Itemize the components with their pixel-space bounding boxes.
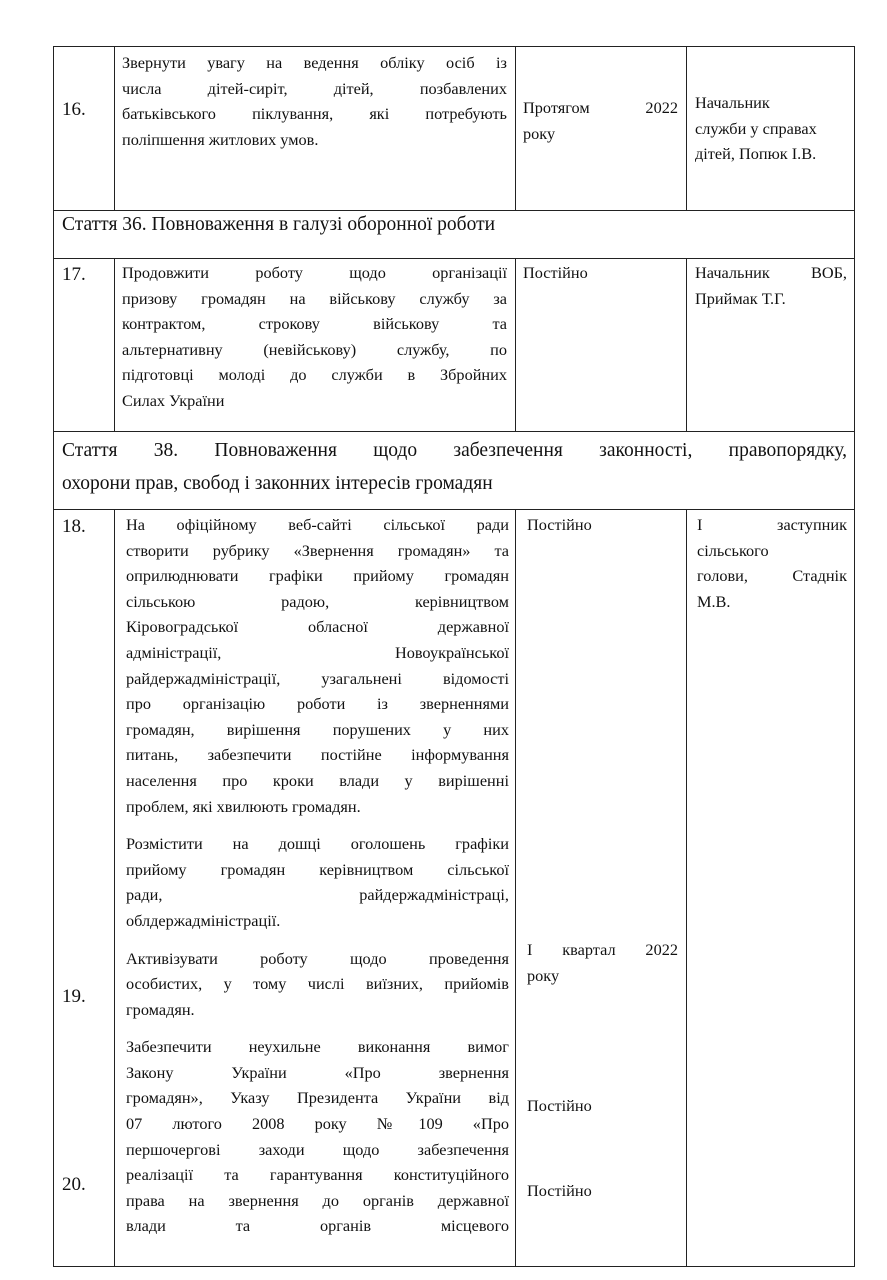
text-line: Постійно xyxy=(527,1096,592,1115)
text-line: питань, забезпечити постійне інформування xyxy=(126,745,509,765)
text-line: числа дітей-сиріт, дітей, позбавлених xyxy=(122,78,507,98)
term-text xyxy=(527,1093,678,1119)
table-border xyxy=(114,509,115,1267)
section-heading xyxy=(62,208,847,241)
table-border xyxy=(53,431,855,432)
text-line: На офіційному веб-сайті сільської ради xyxy=(126,515,509,534)
row-number: 20. xyxy=(62,1174,86,1195)
table-border xyxy=(53,258,855,259)
text-line: Начальник ВОБ, xyxy=(695,263,847,282)
task-paragraph xyxy=(126,831,509,933)
term-text xyxy=(523,95,678,146)
responsible-text xyxy=(697,512,847,614)
text-line: Постійно xyxy=(527,515,592,534)
text-line: служби у справах xyxy=(695,118,817,138)
task-text xyxy=(126,512,509,1251)
responsible-text xyxy=(695,260,847,311)
text-line: населення про кроки влади у вирішенні xyxy=(126,770,509,790)
table-border xyxy=(515,46,516,211)
text-line: року xyxy=(523,123,556,143)
text-line: сільською радою, керівництвом xyxy=(126,591,509,611)
text-line: особистих, у тому числі виїзних, прийомів xyxy=(126,974,509,994)
table-border xyxy=(114,258,115,432)
text-line: ради, райдержадміністраці, xyxy=(126,885,509,905)
table-border xyxy=(53,46,855,47)
text-line: Силах України xyxy=(122,390,225,410)
text-line: адміністрації, Новоукраїнської xyxy=(126,642,509,662)
table-border xyxy=(854,46,855,1267)
text-line: прийому громадян керівництвом сільської xyxy=(126,859,509,879)
text-line: Закону України «Про звернення xyxy=(126,1062,509,1082)
text-line: проблем, які хвилюють громадян. xyxy=(126,796,361,816)
section-heading xyxy=(62,434,847,500)
text-line: І квартал 2022 xyxy=(527,940,678,959)
heading-line: охорони прав, свобод і законних інтересів громадян xyxy=(62,473,493,494)
text-line: М.В. xyxy=(697,591,731,611)
text-line: громадян. xyxy=(126,999,195,1019)
text-line: поліпшення житлових умов. xyxy=(122,129,319,149)
text-line: Приймак Т.Г. xyxy=(695,288,786,308)
task-paragraph xyxy=(126,1034,509,1239)
table-border xyxy=(53,509,855,510)
text-line: року xyxy=(527,965,560,985)
text-line: сільського xyxy=(697,540,769,560)
table-border xyxy=(114,46,115,211)
heading-line: Стаття 38. Повноваження щодо забезпечення законності, правопорядку, xyxy=(62,440,847,461)
text-line: Постійно xyxy=(527,1181,592,1200)
text-line: батьківського піклування, які потребують xyxy=(122,104,507,124)
table-border xyxy=(686,46,687,211)
table-border xyxy=(515,258,516,432)
task-paragraph xyxy=(126,946,509,1023)
task-text xyxy=(122,260,507,414)
text-line: громадян», Указу Президента України від xyxy=(126,1088,509,1108)
row-number: 19. xyxy=(62,986,86,1007)
text-line: 07 лютого 2008 року №109 «Про xyxy=(126,1114,509,1134)
text-line: райдержадміністрації, узагальнені відомості xyxy=(126,668,509,688)
text-line: Начальник xyxy=(695,93,770,112)
text-line: права на звернення до органів державної xyxy=(126,1190,509,1210)
text-line: облдержадміністрації. xyxy=(126,910,281,930)
text-line: влади та органів місцевого xyxy=(126,1216,509,1236)
table-border xyxy=(53,46,54,1267)
text-line: альтернативну (невійськову) службу, по xyxy=(122,339,507,359)
table-border xyxy=(515,509,516,1267)
text-line: призову громадян на військову службу за xyxy=(122,288,507,308)
term-text xyxy=(527,1178,678,1204)
table-border xyxy=(53,1266,855,1267)
text-line: громадян, вирішення порушених у них xyxy=(126,719,509,739)
task-text xyxy=(122,50,507,152)
text-line: першочергові заходи щодо забезпечення xyxy=(126,1139,509,1159)
text-line: Кіровоградської обласної державної xyxy=(126,617,509,637)
text-line: Продовжити роботу щодо організації xyxy=(122,263,507,282)
text-line: І заступник xyxy=(697,515,847,534)
text-line: Розмістити на дошці оголошень графіки xyxy=(126,834,509,854)
text-line: Забезпечити неухильне виконання вимог xyxy=(126,1037,509,1057)
responsible-text xyxy=(695,90,850,167)
text-line: реалізації та гарантування конституційного xyxy=(126,1165,509,1185)
text-line: Протягом 2022 xyxy=(523,98,678,117)
text-line: оприлюднювати графіки прийому громадян xyxy=(126,566,509,586)
task-paragraph xyxy=(126,512,509,819)
row-number: 16. xyxy=(62,99,86,120)
table-border xyxy=(686,258,687,432)
text-line: підготовці молоді до служби в Збройних xyxy=(122,365,507,385)
text-line: про організацію роботи із зверненнями xyxy=(126,694,509,714)
text-line: голови, Стаднік xyxy=(697,566,847,586)
term-text xyxy=(527,512,678,538)
text-line: Звернути увагу на ведення обліку осіб із xyxy=(122,53,507,72)
term-text xyxy=(523,260,678,286)
text-line: Постійно xyxy=(523,263,588,282)
table-border xyxy=(686,509,687,1267)
row-number: 17. xyxy=(62,264,86,285)
text-line: створити рубрику «Звернення громадян» та xyxy=(126,540,509,560)
term-text xyxy=(527,937,678,988)
text-line: контрактом, строкову військову та xyxy=(122,314,507,334)
text-line: Активізувати роботу щодо проведення xyxy=(126,948,509,968)
heading-line: Стаття 36. Повноваження в галузі оборонної роботи xyxy=(62,214,496,235)
row-number: 18. xyxy=(62,516,86,537)
text-line: дітей, Попюк І.В. xyxy=(695,144,817,164)
